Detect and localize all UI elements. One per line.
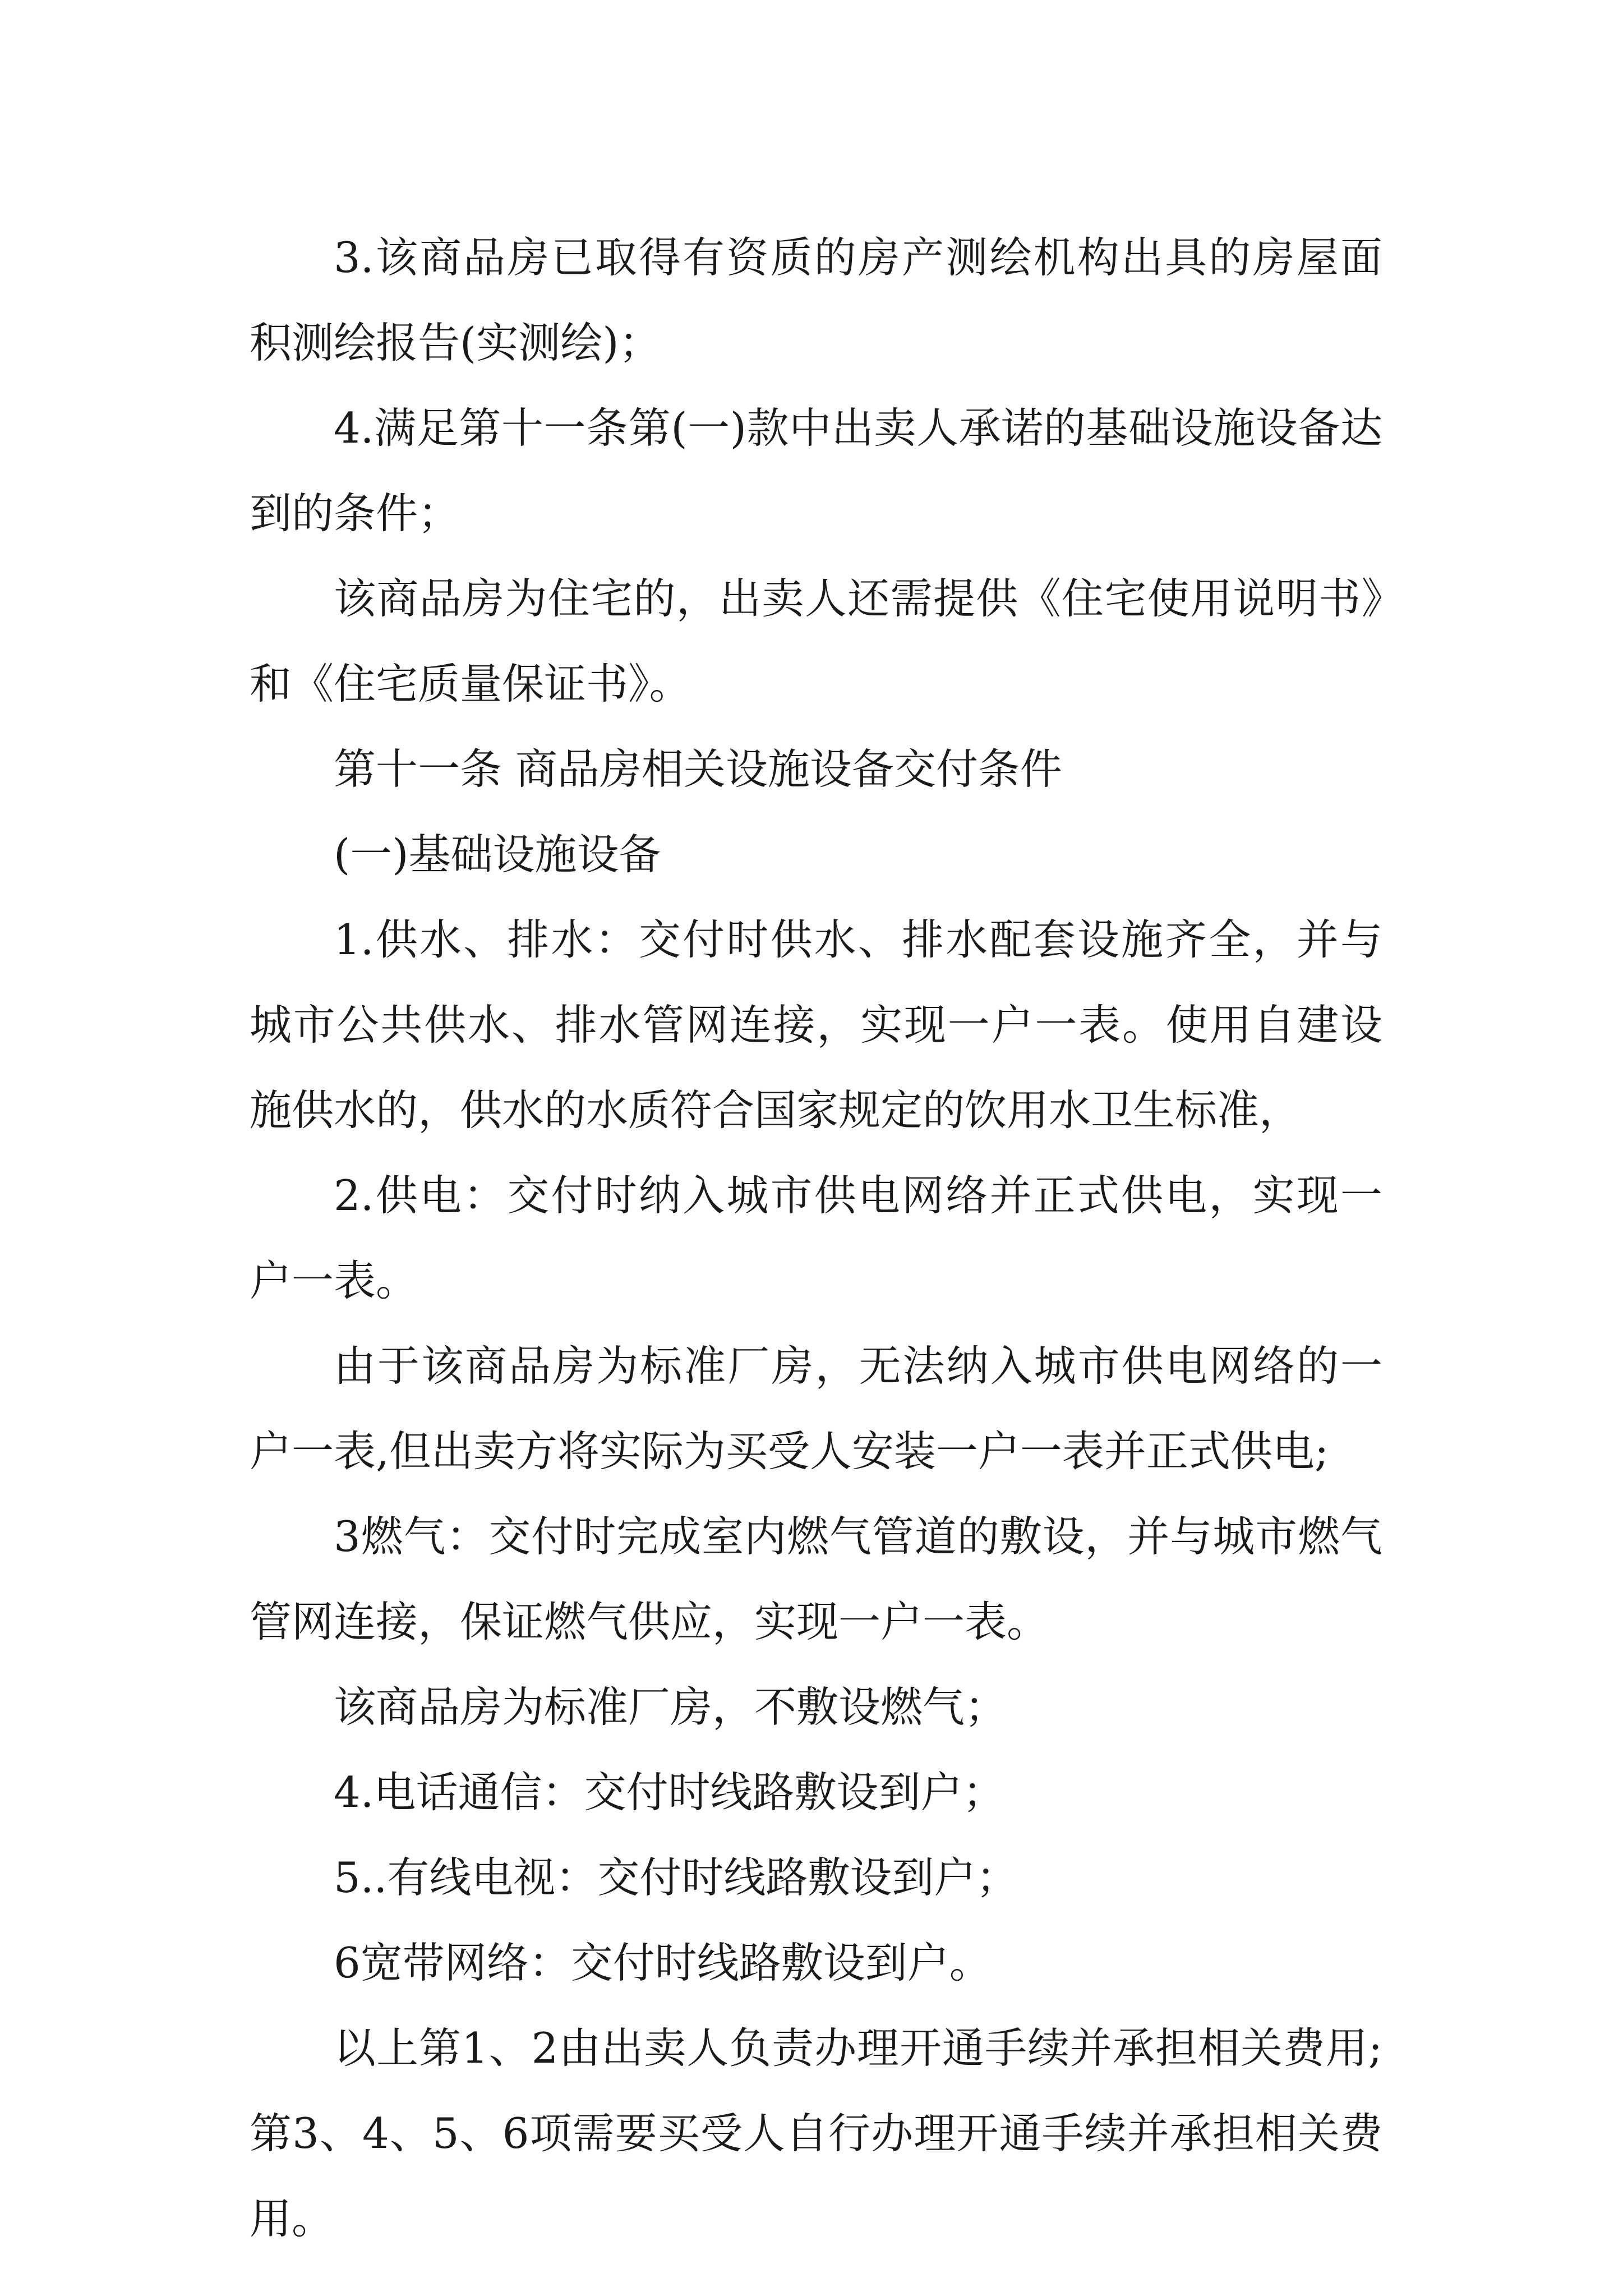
paragraph-gas-supply-note: 该商品房为标准厂房，不敷设燃气； bbox=[334, 1682, 1007, 1732]
paragraph-fees-responsibility: 以上第1、2由出卖人负责办理开通手续并承担相关费用;第3、4、5、6项需要买受人自行办理开通手续并承担相关费用。 bbox=[250, 2023, 1382, 2243]
paragraph-infrastructure-condition: 4.满足第十一条第(一)款中出卖人承诺的基础设施设备达到的条件； bbox=[250, 403, 1382, 538]
paragraph-survey-report: 3.该商品房已取得有资质的房产测绘机构出具的房屋面积测绘报告(实测绘)； bbox=[250, 233, 1382, 367]
paragraph-water-supply: 1.供水、排水：交付时供水、排水配套设施齐全，并与城市公共供水、排水管网连接，实现一户一表。使用自建设施供水的，供水的水质符合国家规定的饮用水卫生标准， bbox=[250, 915, 1382, 1135]
paragraph-broadband: 6宽带网络：交付时线路敷设到户。 bbox=[334, 1938, 992, 1987]
paragraph-power-supply: 2.供电：交付时纳入城市供电网络并正式供电，实现一户一表。 bbox=[250, 1171, 1382, 1305]
paragraph-residential-manuals: 该商品房为住宅的，出卖人还需提供《住宅使用说明书》和《住宅质量保证书》。 bbox=[250, 574, 1382, 708]
document-page bbox=[250, 215, 1382, 2261]
paragraph-cable-tv: 5..有线电视：交付时线路敷设到户； bbox=[334, 1853, 1018, 1902]
paragraph-telephone: 4.电话通信：交付时线路敷设到户； bbox=[334, 1768, 1005, 1817]
paragraph-power-supply-note: 由于该商品房为标准厂房，无法纳入城市供电网络的一户一表,但出卖方将实际为买受人安装一户一表并正式供电; bbox=[250, 1341, 1382, 1476]
article-eleven-heading: 第十一条 商品房相关设施设备交付条件 bbox=[334, 744, 1062, 794]
section-basic-facilities-heading: (一)基础设施设备 bbox=[334, 830, 661, 879]
paragraph-gas-supply: 3燃气：交付时完成室内燃气管道的敷设，并与城市燃气管网连接，保证燃气供应，实现一户一表。 bbox=[250, 1512, 1382, 1646]
